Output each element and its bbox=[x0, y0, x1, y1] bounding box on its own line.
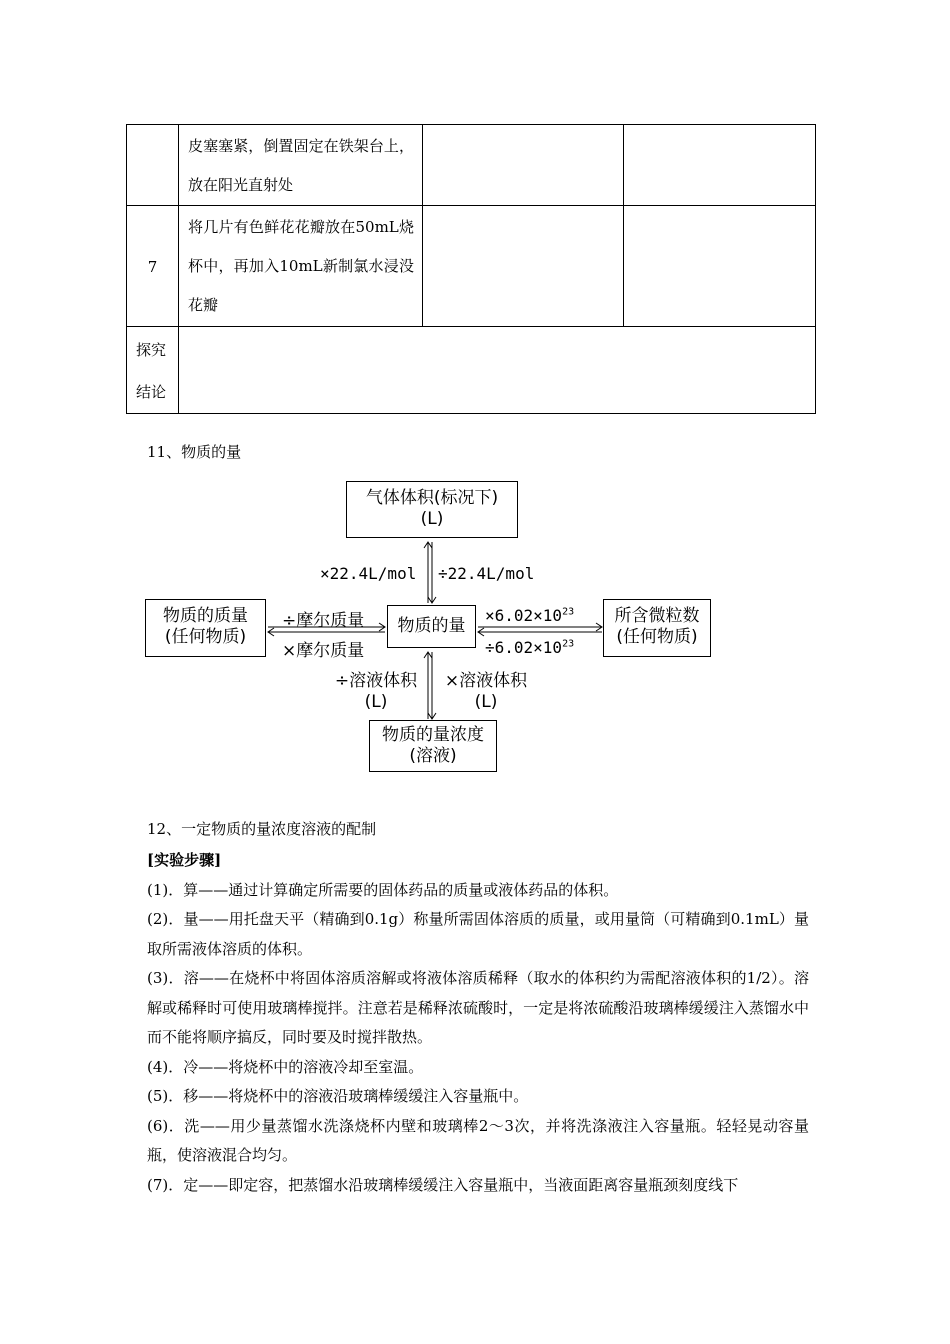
step-item: (1)．算——通过计算确定所需要的固体药品的质量或液体药品的体积。 bbox=[147, 880, 619, 899]
amount-of-substance-box: 物质的量 bbox=[387, 605, 476, 648]
conclusion-label-cell bbox=[127, 327, 179, 414]
section-11-title: 11、物质的量 bbox=[147, 443, 242, 461]
experiment-steps bbox=[147, 846, 809, 1200]
operation-cell: 皮塞塞紧，倒置固定在铁架台上，放在阳光直射处 bbox=[179, 125, 423, 206]
label-times-molar-mass: ×摩尔质量 bbox=[282, 641, 365, 661]
label-divide-solution-volume: ÷溶液体积 (L) bbox=[334, 671, 418, 712]
row-number-cell: 7 bbox=[127, 206, 179, 327]
concentration-box: 物质的量浓度 (溶液) bbox=[369, 720, 497, 772]
particle-count-box: 所含微粒数 (任何物质) bbox=[603, 599, 711, 657]
step-item: (6)．洗——用少量蒸馏水洗涤烧杯内壁和玻璃棒2～3次，并将洗涤液注入容量瓶。轻轻晃动容量瓶，使溶液混合均匀。 bbox=[147, 1116, 809, 1164]
table-row bbox=[127, 125, 816, 206]
label-divide-molar-volume: ÷22.4L/mol bbox=[438, 564, 535, 583]
row-number-cell bbox=[127, 125, 179, 206]
steps-subtitle: [实验步骤] bbox=[147, 851, 222, 869]
mass-box: 物质的质量 (任何物质) bbox=[145, 599, 266, 657]
label-divide-avogadro: $\div 6.02\times 10^{23}$ bbox=[485, 638, 575, 657]
label-times-solution-volume: ×溶液体积 (L) bbox=[444, 671, 528, 712]
operation-cell: 将几片有色鲜花花瓣放在50mL烧杯中，再加入10mL新制氯水浸没花瓣 bbox=[179, 206, 423, 327]
mole-relationship-diagram bbox=[140, 475, 720, 775]
section-12-title: 12、一定物质的量浓度溶液的配制 bbox=[147, 820, 377, 838]
conclusion-label: 结论 bbox=[136, 383, 167, 401]
conclusion-row bbox=[127, 327, 816, 414]
table-row bbox=[127, 206, 816, 327]
phenomenon-cell bbox=[423, 125, 624, 206]
label-times-avogadro: $\times 6.02\times 10^{23}$ bbox=[485, 606, 575, 625]
explanation-cell bbox=[624, 206, 816, 327]
label-times-molar-volume: ×22.4L/mol bbox=[320, 564, 417, 583]
conclusion-cell bbox=[179, 327, 816, 414]
explanation-cell bbox=[624, 125, 816, 206]
step-item: (2)．量——用托盘天平（精确到0.1g）称量所需固体溶质的质量，或用量筒（可精确到0.1mL）量取所需液体溶质的体积。 bbox=[147, 910, 809, 958]
step-item: (5)．移——将烧杯中的溶液沿玻璃棒缓缓注入容量瓶中。 bbox=[147, 1087, 529, 1105]
step-item: (7)．定——即定容，把蒸馏水沿玻璃棒缓缓注入容量瓶中，当液面距离容量瓶颈刻度线下 bbox=[147, 1175, 739, 1194]
step-item: (3)．溶——在烧杯中将固体溶质溶解或将液体溶质稀释（取水的体积约为需配溶液体积的1/2）。溶解或稀释时可使用玻璃棒搅拌。注意若是稀释浓硫酸时，一定是将浓硫酸沿玻璃棒缓缓注入蒸馏水中而不能将顺序搞反，同时要及时搅拌散热。 bbox=[147, 969, 809, 1046]
step-item: (4)．冷——将烧杯中的溶液冷却至室温。 bbox=[147, 1057, 424, 1076]
label-divide-molar-mass: ÷摩尔质量 bbox=[282, 611, 365, 631]
gas-volume-box: 气体体积(标况下) (L) bbox=[346, 481, 518, 538]
experiment-table bbox=[126, 124, 816, 414]
conclusion-label: 探究 bbox=[136, 341, 167, 359]
phenomenon-cell bbox=[423, 206, 624, 327]
